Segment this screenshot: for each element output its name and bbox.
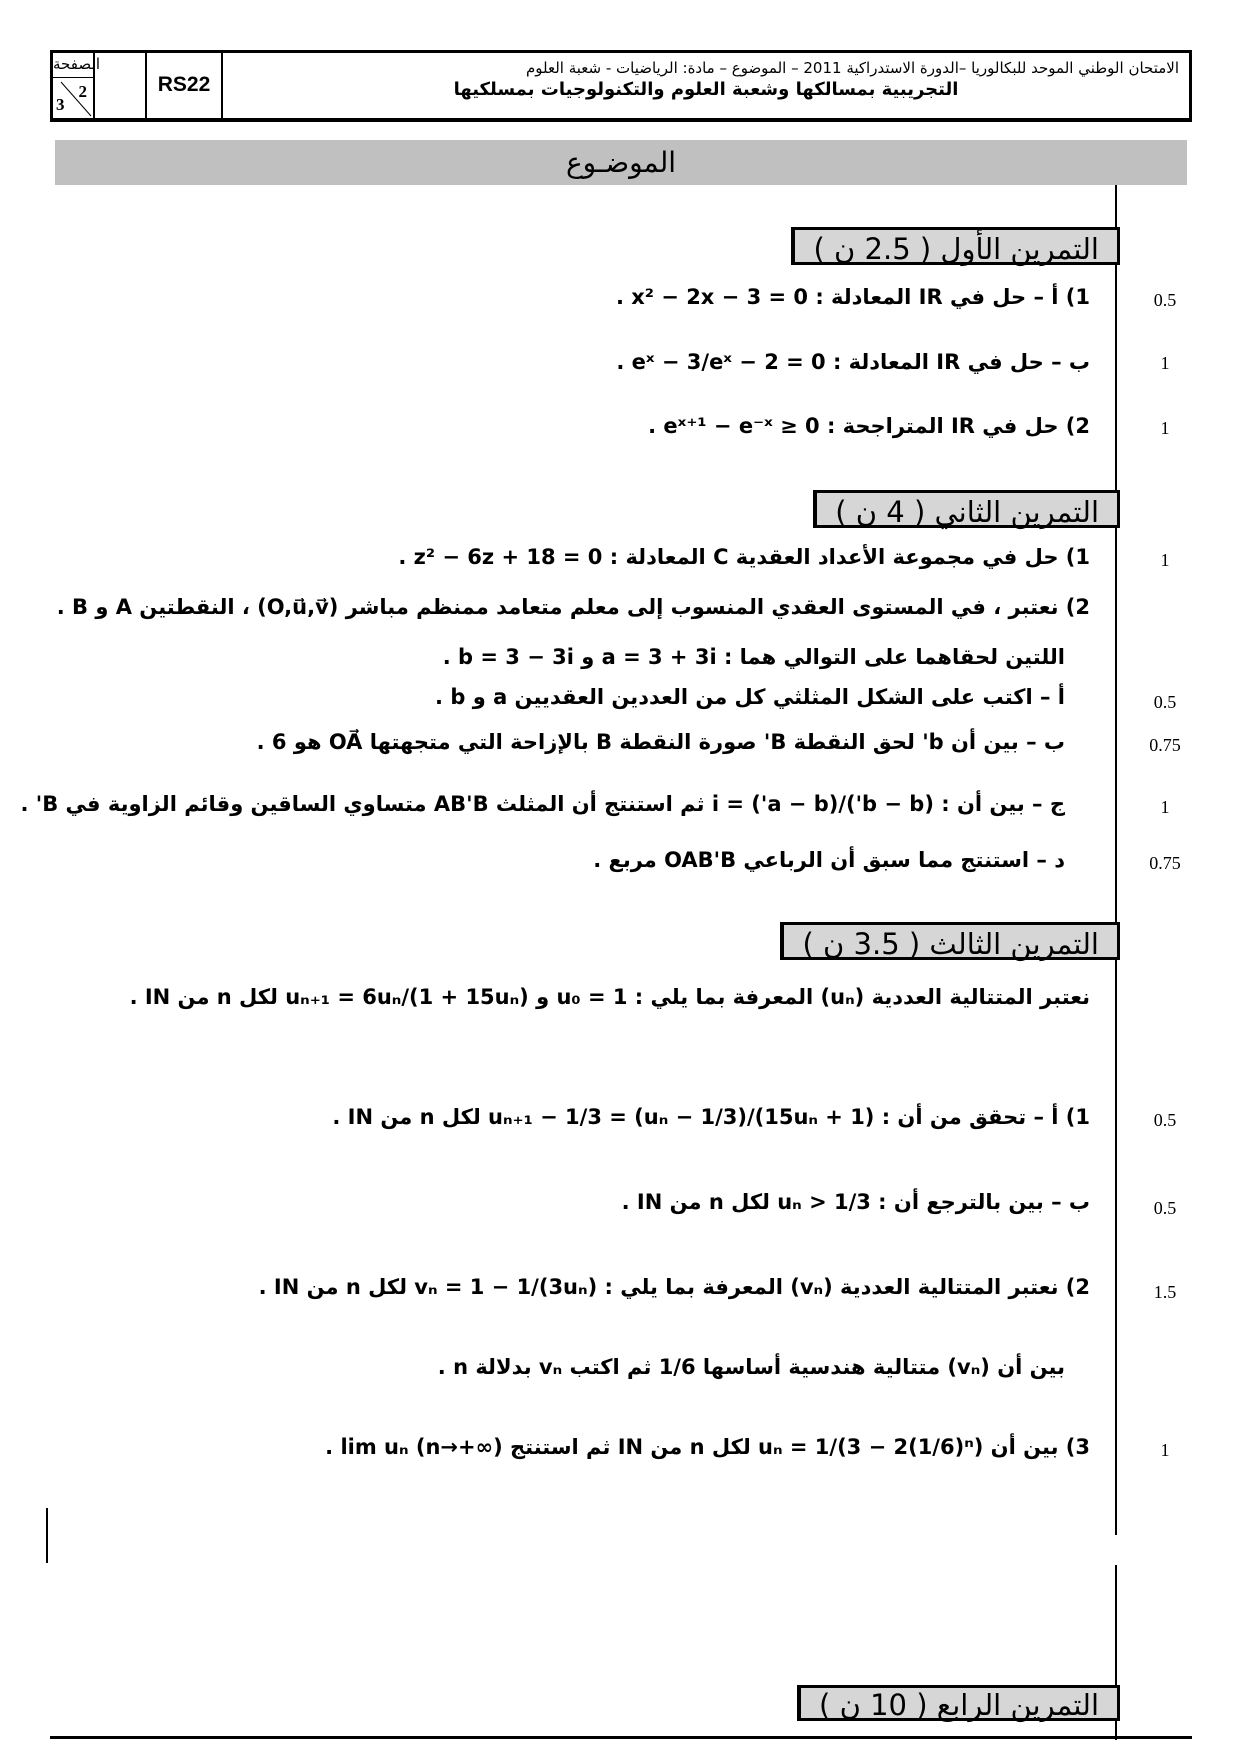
question-text: 2) نعتبر ، في المستوى العقدي المنسوب إلى معلم متعامد ممنظم مباشر (O,u⃗,v⃗) ، النقطتين A و B .	[56, 595, 1090, 619]
page-label: الصفحة	[53, 55, 101, 73]
exam-header	[50, 50, 1192, 122]
points-column-divider	[1115, 185, 1117, 1535]
question-text: 2) نعتبر المتتالية العددية (vₙ) المعرفة بما يلي : vₙ = 1 − 1/(3uₙ) لكل n من IN .	[258, 1275, 1090, 1299]
header-text	[233, 59, 1179, 100]
bottom-border	[50, 1736, 1192, 1739]
question-points: 1	[1160, 353, 1170, 373]
question-points: 0.5	[1153, 1198, 1177, 1218]
page-total: 3	[56, 95, 65, 114]
question-text: 2) حل في IR المتراجحة : eˣ⁺¹ − e⁻ˣ ≥ 0 .	[648, 414, 1090, 438]
question-text: ب – حل في IR المعادلة : eˣ − 3/eˣ − 2 = 0 .	[616, 350, 1090, 374]
question-text: 1) أ – تحقق من أن : uₙ₊₁ − 1/3 = (uₙ − 1/3)/(15uₙ + 1) لكل n من IN .	[332, 1105, 1090, 1129]
question-text: أ – اكتب على الشكل المثلثي كل من العددين العقديين a و b .	[435, 685, 1065, 709]
margin-mark	[46, 1508, 48, 1563]
header-line-1: الامتحان الوطني الموحد للبكالوريا –الدورة الاستدراكية 2011 – الموضوع – مادة: الرياضيات - شعبة العلوم	[525, 59, 1179, 77]
page-title: الموضـوع	[55, 140, 1187, 185]
question-points: 1	[1160, 797, 1170, 817]
question-points: 0.75	[1149, 735, 1181, 755]
question-points: 0.75	[1149, 853, 1181, 873]
question-text: 1) أ – حل في IR المعادلة : x² − 2x − 3 = 0 .	[615, 285, 1090, 309]
question-points: 1	[1160, 550, 1170, 570]
question-text: اللتين لحقاهما على التوالي هما : a = 3 + 3i و b = 3 − 3i .	[442, 645, 1065, 669]
exercise-4-title: التمرين الرابع ( 10 ن )	[797, 1685, 1120, 1721]
question-points: 0.5	[1153, 692, 1177, 712]
exercise-1-title: التمرين الأول ( 2.5 ن )	[791, 227, 1120, 265]
question-text: د – استنتج مما سبق أن الرباعي OAB'B مربع .	[593, 848, 1065, 872]
question-text: 1) حل في مجموعة الأعداد العقدية C المعادلة : z² − 6z + 18 = 0 .	[398, 545, 1090, 569]
question-points: 1	[1160, 418, 1170, 438]
question-text: ج – بين أن : (b − b')/(a − b') = i ثم استنتج أن المثلث AB'B متساوي الساقين وقائم الزاوية في B' .	[20, 792, 1065, 816]
question-text: بين أن (vₙ) متتالية هندسية أساسها 1/6 ثم اكتب vₙ بدلالة n .	[437, 1355, 1065, 1379]
exercise-2-title: التمرين الثاني ( 4 ن )	[813, 490, 1120, 528]
page-number-box	[53, 53, 101, 118]
question-text: نعتبر المتتالية العددية (uₙ) المعرفة بما يلي : u₀ = 1 و uₙ₊₁ = 6uₙ/(1 + 15uₙ) لكل n من IN .	[129, 985, 1090, 1009]
question-text: ب – بين أن b' لحق النقطة B' صورة النقطة B بالإزاحة التي متجهتها OA⃗ هو 6 .	[256, 730, 1065, 754]
question-points: 0.5	[1153, 290, 1177, 310]
page-fraction	[53, 77, 93, 118]
header-line-2: التجريبية بمسالكها وشعبة العلوم والتكنولوجيات بمسلكيها	[453, 79, 959, 100]
question-text: ب – بين بالترجع أن : uₙ > 1/3 لكل n من IN .	[621, 1190, 1090, 1214]
question-text: 3) بين أن uₙ = 1/(3 − 2(1/6)ⁿ) لكل n من IN ثم استنتج lim uₙ (n→+∞) .	[325, 1435, 1090, 1459]
question-points: 0.5	[1153, 1110, 1177, 1130]
exercise-3-title: التمرين الثالث ( 3.5 ن )	[780, 922, 1120, 960]
question-points: 1	[1160, 1440, 1170, 1460]
exam-code: RS22	[145, 53, 223, 118]
page-current: 2	[78, 82, 87, 101]
question-points: 1.5	[1153, 1282, 1177, 1302]
